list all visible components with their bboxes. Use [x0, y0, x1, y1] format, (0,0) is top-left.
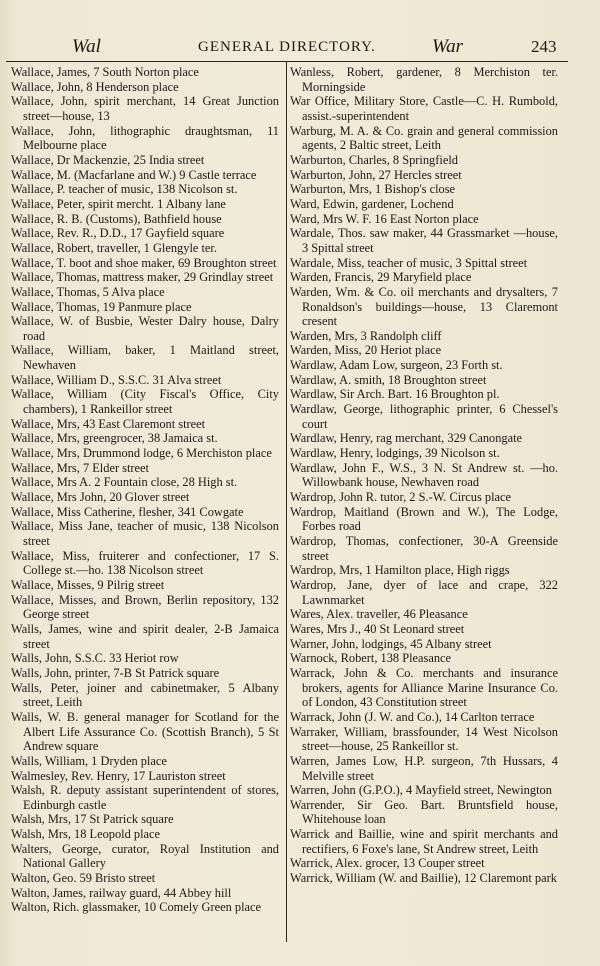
- header-title: GENERAL DIRECTORY.: [198, 39, 376, 55]
- directory-entry: Wallace, Peter, spirit mercht. 1 Albany lane: [11, 196, 226, 211]
- directory-entry: Wallace, William, baker, 1 Maitland street, Newhaven: [11, 343, 279, 373]
- directory-entry: Wardrop, John R. tutor, 2 S.-W. Circus place: [290, 490, 512, 505]
- directory-entry: Wallace, Mrs A. 2 Fountain close, 28 High st.: [11, 475, 238, 490]
- directory-entry: Warrender, Sir Geo. Bart. Bruntsfield house, Whitehouse loan: [290, 797, 558, 827]
- directory-entry: Walls, John, printer, 7-B St Patrick square: [11, 665, 220, 680]
- page-header: [0, 36, 600, 60]
- directory-entry: Warden, Francis, 29 Maryfield place: [290, 270, 472, 285]
- directory-entry: Warren, James Low, H.P. surgeon, 7th Hussars, 4 Melville street: [290, 753, 558, 783]
- directory-entry: Warrack, John (J. W. and Co.), 14 Carlton terrace: [290, 709, 535, 724]
- directory-entry: Wallace, Miss Catherine, flesher, 341 Cowgate: [11, 504, 244, 519]
- directory-entry: Wallace, Robert, traveller, 1 Glengyle ter.: [11, 240, 217, 255]
- directory-entry: Warren, John (G.P.O.), 4 Mayfield street, Newington: [290, 783, 552, 798]
- directory-entry: Wallace, Miss Jane, teacher of music, 138 Nicolson street: [11, 519, 279, 548]
- directory-entry: Wallace, Miss, fruiterer and confectioner, 17 S. College st.—ho. 138 Nicolson street: [11, 548, 279, 578]
- directory-entry: Warrick, Alex. grocer, 13 Couper street: [290, 856, 485, 871]
- directory-entry: Warrick, William (W. and Baillie), 12 Claremont park: [290, 871, 557, 886]
- directory-entry: Wallace, Mrs, Drummond lodge, 6 Merchiston place: [11, 446, 272, 461]
- directory-entry: Wallace, P. teacher of music, 138 Nicolson st.: [11, 182, 238, 197]
- header-rule: [6, 61, 568, 62]
- directory-entry: Walmesley, Rev. Henry, 17 Lauriston street: [11, 768, 226, 783]
- directory-entry: Wardlaw, Sir Arch. Bart. 16 Broughton pl.: [290, 387, 500, 402]
- directory-entry: Walsh, Mrs, 17 St Patrick square: [11, 812, 174, 827]
- directory-entry: Walton, Rich. glassmaker, 10 Comely Green place: [11, 900, 262, 915]
- directory-entry: Walton, Geo. 59 Bristo street: [11, 871, 156, 886]
- directory-entry: Warrack, John & Co. merchants and insurance brokers, agents for Alliance Marine Insurance Co. of London, 43 Constitution street: [290, 665, 558, 710]
- right-column: [290, 65, 558, 886]
- header-right-word: War: [432, 36, 463, 57]
- directory-entry: Walters, George, curator, Royal Institution and National Gallery: [11, 841, 279, 871]
- directory-entry: Warburg, M. A. & Co. grain and general commission agents, 2 Baltic street, Leith: [290, 123, 558, 153]
- directory-entry: Walls, W. B. general manager for Scotland for the Albert Life Assurance Co. (Scottish Branch), 5 St Andrew square: [11, 709, 279, 754]
- directory-entry: Wardlaw, George, lithographic printer, 6 Chessel's court: [290, 402, 558, 431]
- directory-entry: Wardlaw, John F., W.S., 3 N. St Andrew st. —ho. Willowbank house, Newhaven road: [290, 460, 558, 490]
- directory-entry: Wardlaw, Henry, rag merchant, 329 Canongate: [290, 431, 523, 446]
- directory-entry: Wares, Alex. traveller, 46 Pleasance: [290, 607, 468, 622]
- directory-entry: Ward, Mrs W. F. 16 East Norton place: [290, 211, 479, 226]
- directory-entry: Wallace, Misses, and Brown, Berlin repository, 132 George street: [11, 592, 279, 622]
- directory-entry: Warrick and Baillie, wine and spirit merchants and rectifiers, 6 Foxe's lane, St Andrew street, Leith: [290, 827, 558, 856]
- directory-entry: Warburton, John, 27 Hercles street: [290, 167, 462, 182]
- directory-entry: Wardlaw, Henry, lodgings, 39 Nicolson st.: [290, 446, 500, 461]
- directory-entry: Wallace, Mrs, 7 Elder street: [11, 460, 149, 475]
- directory-entry: Warden, Mrs, 3 Randolph cliff: [290, 328, 442, 343]
- directory-entry: Wares, Mrs J., 40 St Leonard street: [290, 621, 465, 636]
- directory-entry: War Office, Military Store, Castle—C. H. Rumbold, assist.-superintendent: [290, 94, 558, 123]
- directory-entry: Wallace, James, 7 South Norton place: [11, 65, 199, 79]
- directory-entry: Wallace, Mrs, 43 East Claremont street: [11, 416, 206, 431]
- directory-entry: Wallace, Thomas, 19 Panmure place: [11, 299, 192, 314]
- directory-entry: Warden, Wm. & Co. oil merchants and drysalters, 7 Ronaldson's buildings—house, 13 Claremont cresent: [290, 284, 558, 329]
- directory-entry: Wallace, William (City Fiscal's Office, City chambers), 1 Rankeillor street: [11, 387, 279, 417]
- directory-entry: Wardrop, Mrs, 1 Hamilton place, High riggs: [290, 563, 510, 578]
- directory-entry: Walsh, Mrs, 18 Leopold place: [11, 827, 161, 842]
- directory-entry: Wanless, Robert, gardener, 8 Merchiston ter. Morningside: [290, 65, 558, 94]
- directory-entry: Wallace, William D., S.S.C. 31 Alva street: [11, 372, 222, 387]
- page-number: 243: [531, 37, 557, 56]
- directory-entry: Walton, James, railway guard, 44 Abbey hill: [11, 885, 232, 900]
- directory-entry: Wallace, M. (Macfarlane and W.) 9 Castle terrace: [11, 167, 257, 182]
- directory-entry: Wallace, W. of Busbie, Wester Dalry house, Dalry road: [11, 314, 279, 343]
- directory-entry: Wallace, Thomas, mattress maker, 29 Grindlay street: [11, 270, 274, 285]
- directory-entry: Wardale, Thos. saw maker, 44 Grassmarket —house, 3 Spittal street: [290, 226, 558, 255]
- directory-entry: Walls, John, S.S.C. 33 Heriot row: [11, 651, 179, 666]
- directory-entry: Wardrop, Thomas, confectioner, 30-A Greenside street: [290, 534, 558, 563]
- directory-entry: Warner, John, lodgings, 45 Albany street: [290, 636, 492, 651]
- directory-entry: Wallace, Thomas, 5 Alva place: [11, 284, 165, 299]
- directory-entry: Warden, Miss, 20 Heriot place: [290, 343, 442, 358]
- directory-entry: Wallace, Mrs, greengrocer, 38 Jamaica st.: [11, 431, 218, 446]
- directory-entry: Wallace, R. B. (Customs), Bathfield house: [11, 211, 222, 226]
- directory-entry: Walsh, R. deputy assistant superintendent of stores, Edinburgh castle: [11, 783, 279, 812]
- directory-entry: Wallace, Dr Mackenzie, 25 India street: [11, 152, 205, 167]
- directory-entry: Wallace, John, spirit merchant, 14 Great Junction street—house, 13: [11, 94, 279, 123]
- directory-entry: Warnock, Robert, 138 Pleasance: [290, 651, 452, 666]
- directory-entry: Wardlaw, A. smith, 18 Broughton street: [290, 372, 487, 387]
- directory-entry: Wardlaw, Adam Low, surgeon, 23 Forth st.: [290, 358, 503, 373]
- directory-entry: Ward, Edwin, gardener, Lochend: [290, 196, 454, 211]
- directory-entry: Warburton, Charles, 8 Springfield: [290, 152, 458, 167]
- directory-entry: Wallace, John, 8 Henderson place: [11, 79, 179, 94]
- directory-entry: Wardrop, Maitland (Brown and W.), The Lodge, Forbes road: [290, 504, 558, 534]
- directory-entry: Wallace, T. boot and shoe maker, 69 Broughton street: [11, 255, 277, 270]
- directory-entry: Warraker, William, brassfounder, 14 West Nicolson street—house, 25 Rankeillor st.: [290, 724, 558, 754]
- directory-entry: Warburton, Mrs, 1 Bishop's close: [290, 182, 456, 197]
- directory-entry: Wallace, Rev. R., D.D., 17 Gayfield square: [11, 226, 225, 241]
- directory-entry: Wardrop, Jane, dyer of lace and crape, 322 Lawnmarket: [290, 577, 558, 607]
- directory-entry: Walls, William, 1 Dryden place: [11, 753, 167, 768]
- directory-entry: Wardale, Miss, teacher of music, 3 Spittal street: [290, 255, 528, 270]
- column-divider: [286, 62, 287, 942]
- directory-entry: Wallace, Misses, 9 Pilrig street: [11, 577, 165, 592]
- directory-entry: Wallace, John, lithographic draughtsman, 11 Melbourne place: [11, 123, 279, 153]
- left-column: [11, 65, 279, 915]
- directory-entry: Wallace, Mrs John, 20 Glover street: [11, 490, 190, 505]
- directory-entry: Walls, James, wine and spirit dealer, 2-B Jamaica street: [11, 621, 279, 651]
- directory-entry: Walls, Peter, joiner and cabinetmaker, 5 Albany street, Leith: [11, 680, 279, 710]
- header-left-word: Wal: [72, 36, 101, 57]
